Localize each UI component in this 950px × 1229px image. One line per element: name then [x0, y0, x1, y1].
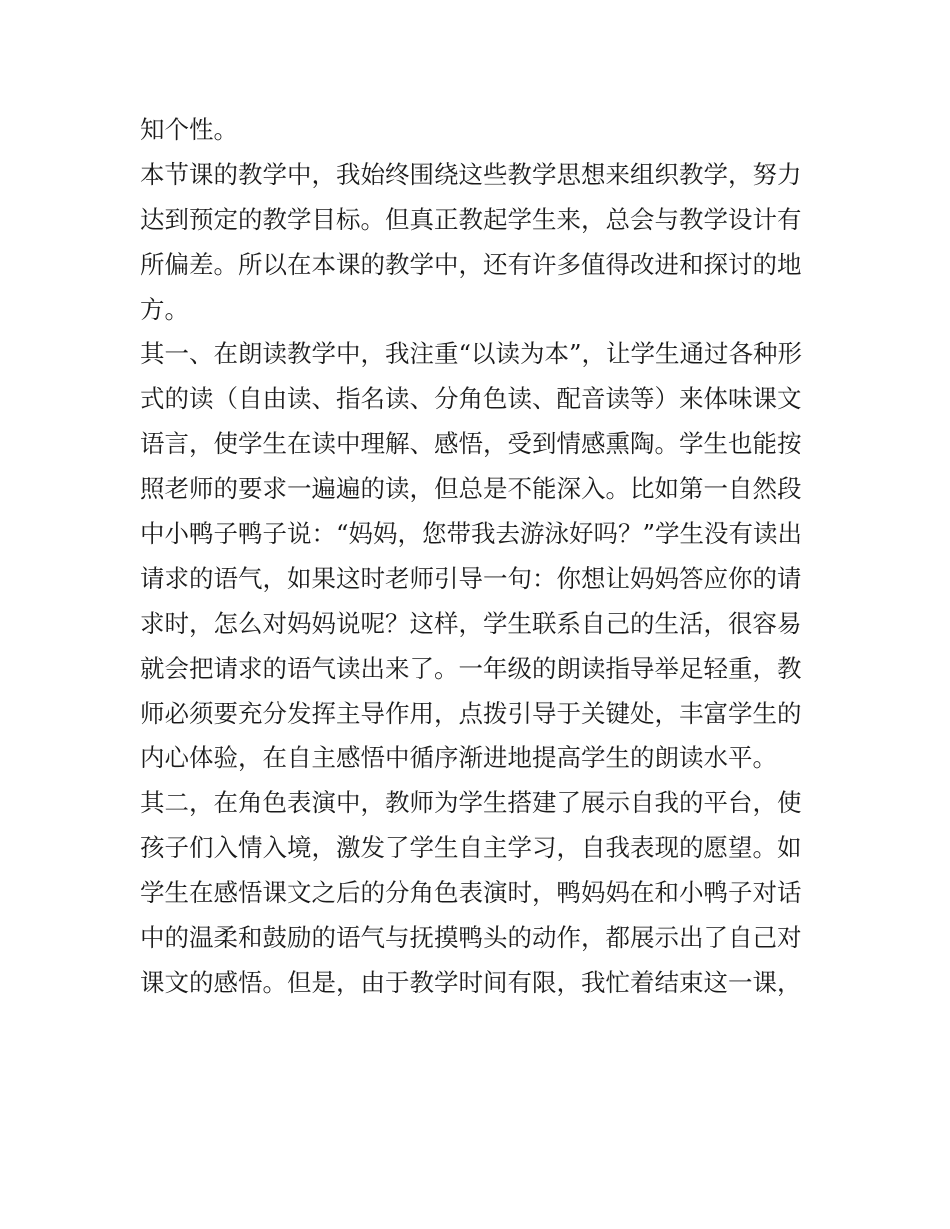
- text-line: 师必须要充分发挥主导作用，点拨引导于关键处，丰富学生的: [140, 698, 802, 728]
- text-line: 求时，怎么对妈妈说呢？这样，学生联系自己的生活，很容易: [140, 608, 802, 638]
- text-line: 课文的感悟。但是，由于教学时间有限，我忙着结束这一课，: [140, 967, 802, 997]
- text-line: 中小鸭子鸭子说：“妈妈，您带我去游泳好吗？”学生没有读出: [140, 519, 803, 549]
- text-line: 照老师的要求一遍遍的读，但总是不能深入。比如第一自然段: [140, 474, 802, 504]
- text-line: 孩子们入情入境，激发了学生自主学习，自我表现的愿望。如: [140, 833, 802, 863]
- body-text: [140, 108, 820, 1006]
- text-line: 知个性。: [140, 115, 238, 144]
- text-line: 学生在感悟课文之后的分角色表演时，鸭妈妈在和小鸭子对话: [140, 878, 802, 908]
- text-line: 其一、在朗读教学中，我注重“以读为本”，让学生通过各种形: [140, 339, 803, 369]
- text-line: 式的读（自由读、指名读、分角色读、配音读等）来体味课文: [140, 384, 802, 414]
- text-line: 就会把请求的语气读出来了。一年级的朗读指导举足轻重，教: [140, 653, 802, 683]
- text-line: 中的温柔和鼓励的语气与抚摸鸭头的动作，都展示出了自己对: [140, 923, 802, 953]
- text-line: 语言，使学生在读中理解、感悟，受到情感熏陶。学生也能按: [140, 429, 802, 459]
- text-line: 所偏差。所以在本课的教学中，还有许多值得改进和探讨的地: [140, 249, 802, 279]
- text-line: 内心体验，在自主感悟中循序渐进地提高学生的朗读水平。: [140, 743, 777, 773]
- text-line: 请求的语气，如果这时老师引导一句：你想让妈妈答应你的请: [140, 563, 802, 593]
- text-line: 本节课的教学中，我始终围绕这些教学思想来组织教学，努力: [140, 159, 802, 189]
- text-line: 其二，在角色表演中，教师为学生搭建了展示自我的平台，使: [140, 788, 802, 818]
- text-line: 达到预定的教学目标。但真正教起学生来，总会与教学设计有: [140, 204, 802, 234]
- text-line: 方。: [140, 294, 189, 324]
